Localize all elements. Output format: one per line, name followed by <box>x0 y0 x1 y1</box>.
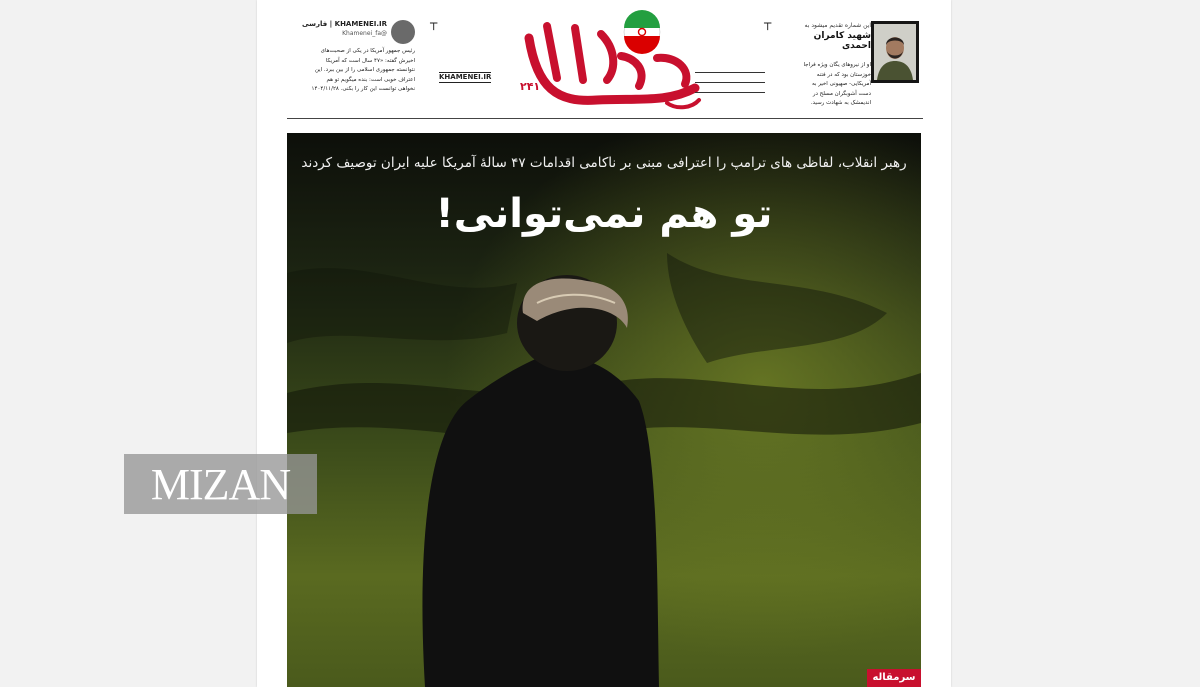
avatar <box>391 20 415 44</box>
cover-subheadline: رهبر انقلاب، لفاظی های ترامپ را اعترافی مبنی بر ناکامی اقدامات ۴۷ سالهٔ آمریکا علیه ایران توصیف کردند <box>301 155 907 171</box>
issue-box <box>439 72 491 83</box>
cover-headline: تو هم نمی‌توانی! <box>435 191 773 237</box>
crop-mark-icon: ┬ <box>764 16 772 30</box>
tweet-account-name: KHAMENEI.IR | فارسی <box>302 20 387 28</box>
martyr-line: دست آشوبگران مسلح در <box>812 90 871 97</box>
newspaper-page <box>257 0 951 687</box>
tweet-line: رئیس جمهور آمریکا در یکی از صحبت‌های <box>320 48 415 54</box>
martyr-line: اندیمشک به شهادت رسید. <box>810 100 871 106</box>
martyr-text <box>797 61 871 109</box>
editorial-tag: سرمقاله <box>867 669 921 687</box>
issue-site: KHAMENEI.IR <box>439 73 492 81</box>
martyr-photo <box>871 21 919 83</box>
slogan-rule <box>695 92 765 96</box>
masthead-logo <box>517 8 707 118</box>
slogan-rule <box>695 82 765 86</box>
martyr-name: شهید کامران احمدی <box>813 31 871 51</box>
header-rule <box>287 118 923 119</box>
tweet-box <box>285 20 415 95</box>
crop-mark-icon: ┬ <box>430 16 438 30</box>
tweet-line: نخواهی توانست این کار را بکنی. ۱۴۰۴/۱۱/۲۸ <box>311 86 415 92</box>
tweet-line: اعتراف خوبی است: بنده میگویم تو هم <box>326 76 415 83</box>
cover-photo <box>287 133 921 687</box>
martyr-line: او از نیروهای یگان ویژه فراجا <box>803 62 871 68</box>
slogan-rule <box>695 72 765 76</box>
tweet-line: نتوانسته جمهوری اسلامی را از بین ببرد. این <box>314 67 415 73</box>
issue-number: ۲۴۱ <box>520 80 541 93</box>
watermark: MIZAN <box>124 454 317 514</box>
martyr-box <box>797 22 871 109</box>
martyr-kicker: این شماره تقدیم میشود به <box>804 22 871 29</box>
tweet-line: اخیرش گفته: «۴۷ سال است که آمریکا <box>325 57 415 64</box>
martyr-line: خوزستان بود که در فتنه <box>816 71 871 78</box>
martyr-line: آمریکایی- صهیونی اخیر به <box>811 81 871 87</box>
tweet-handle: @Khamenei_fa <box>342 30 387 37</box>
tweet-text <box>285 47 415 95</box>
slogan-block <box>695 72 765 96</box>
issue-divider <box>439 72 491 83</box>
